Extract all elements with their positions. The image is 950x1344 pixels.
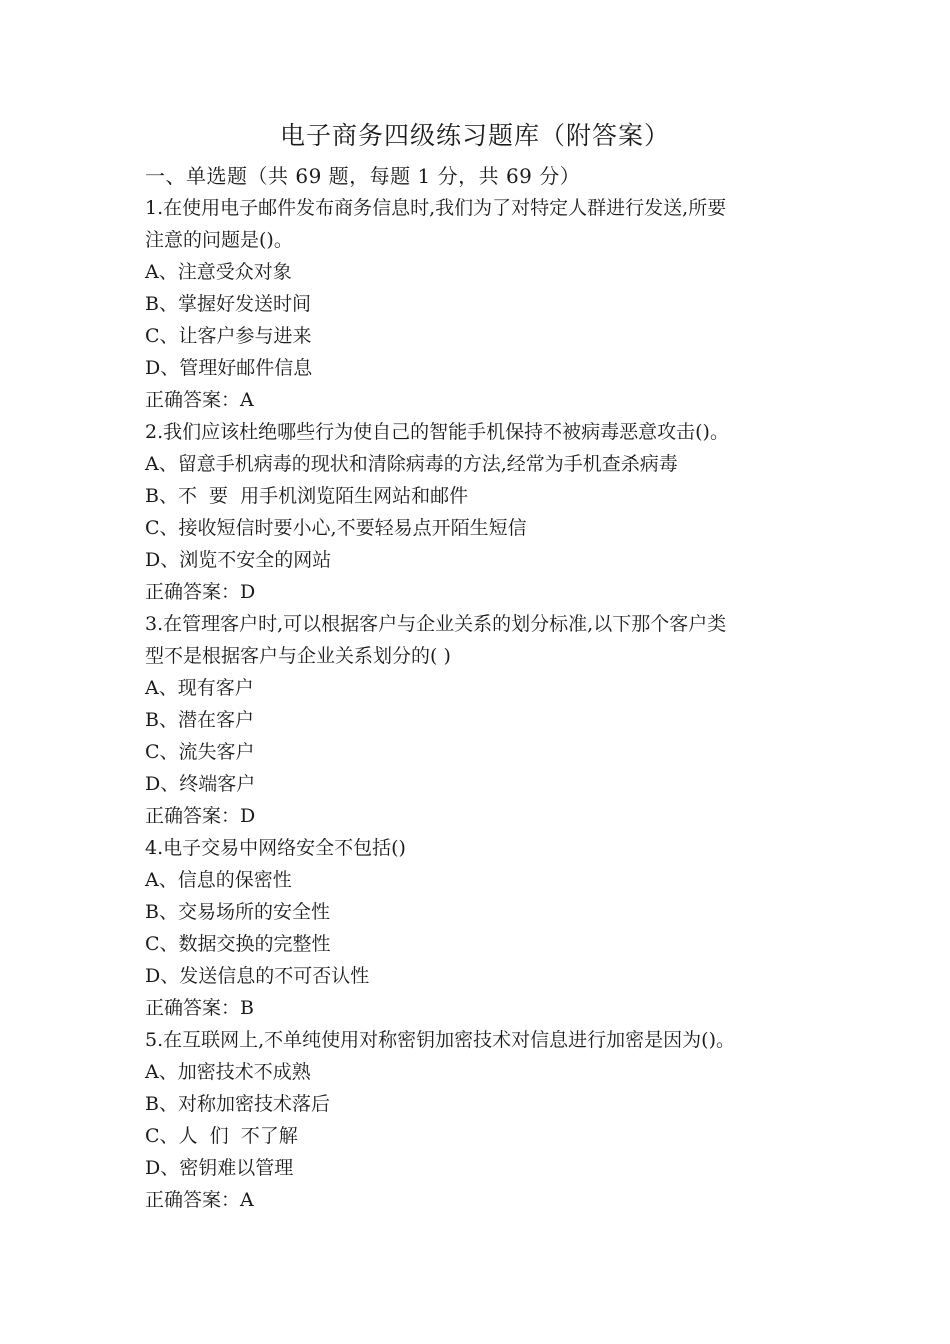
question-2 [145,416,825,608]
option-d: D、终端客户 [145,773,256,795]
correct-answer: 正确答案：B [145,997,254,1019]
option-a: A、留意手机病毒的现状和清除病毒的方法,经常为手机查杀病毒 [145,453,678,475]
option-c: C、流失客户 [145,741,255,763]
document-body [145,160,825,1216]
option-d: D、浏览不安全的网站 [145,549,332,571]
option-d: D、发送信息的不可否认性 [145,965,370,987]
option-c: C、数据交换的完整性 [145,933,331,955]
question-3 [145,608,825,832]
correct-answer: 正确答案：A [145,389,254,411]
option-b: B、掌握好发送时间 [145,293,311,315]
question-stem: 3.在管理客户时,可以根据客户与企业关系的划分标准,以下那个客户类 [145,613,727,635]
correct-answer: 正确答案：A [145,1189,254,1211]
question-stem: 注意的问题是()。 [145,229,293,251]
question-stem: 型不是根据客户与企业关系划分的( ) [145,645,451,667]
question-4 [145,832,825,1024]
option-d: D、密钥难以管理 [145,1157,294,1179]
option-c: C、人 们 不了解 [145,1125,298,1147]
section-heading: 一、单选题（共 69 题，每题 1 分，共 69 分） [145,164,581,188]
question-stem: 4.电子交易中网络安全不包括() [145,837,406,859]
correct-answer: 正确答案：D [145,581,256,603]
option-b: B、交易场所的安全性 [145,901,330,923]
question-stem: 2.我们应该杜绝哪些行为使自己的智能手机保持不被病毒恶意攻击()。 [145,421,729,443]
question-1 [145,192,825,416]
option-d: D、管理好邮件信息 [145,357,313,379]
option-b: B、对称加密技术落后 [145,1093,330,1115]
question-stem: 5.在互联网上,不单纯使用对称密钥加密技术对信息进行加密是因为()。 [145,1029,735,1051]
option-c: C、让客户参与进来 [145,325,312,347]
option-a: A、信息的保密性 [145,869,292,891]
correct-answer: 正确答案：D [145,805,256,827]
question-stem: 1.在使用电子邮件发布商务信息时,我们为了对特定人群进行发送,所要 [145,197,727,219]
option-a: A、注意受众对象 [145,261,292,283]
option-b: B、不 要 用手机浏览陌生网站和邮件 [145,485,469,507]
option-c: C、接收短信时要小心,不要轻易点开陌生短信 [145,517,527,539]
page-title: 电子商务四级练习题库（附答案） [279,121,670,150]
question-5 [145,1024,825,1216]
option-a: A、加密技术不成熟 [145,1061,311,1083]
option-b: B、潜在客户 [145,709,254,731]
option-a: A、现有客户 [145,677,254,699]
